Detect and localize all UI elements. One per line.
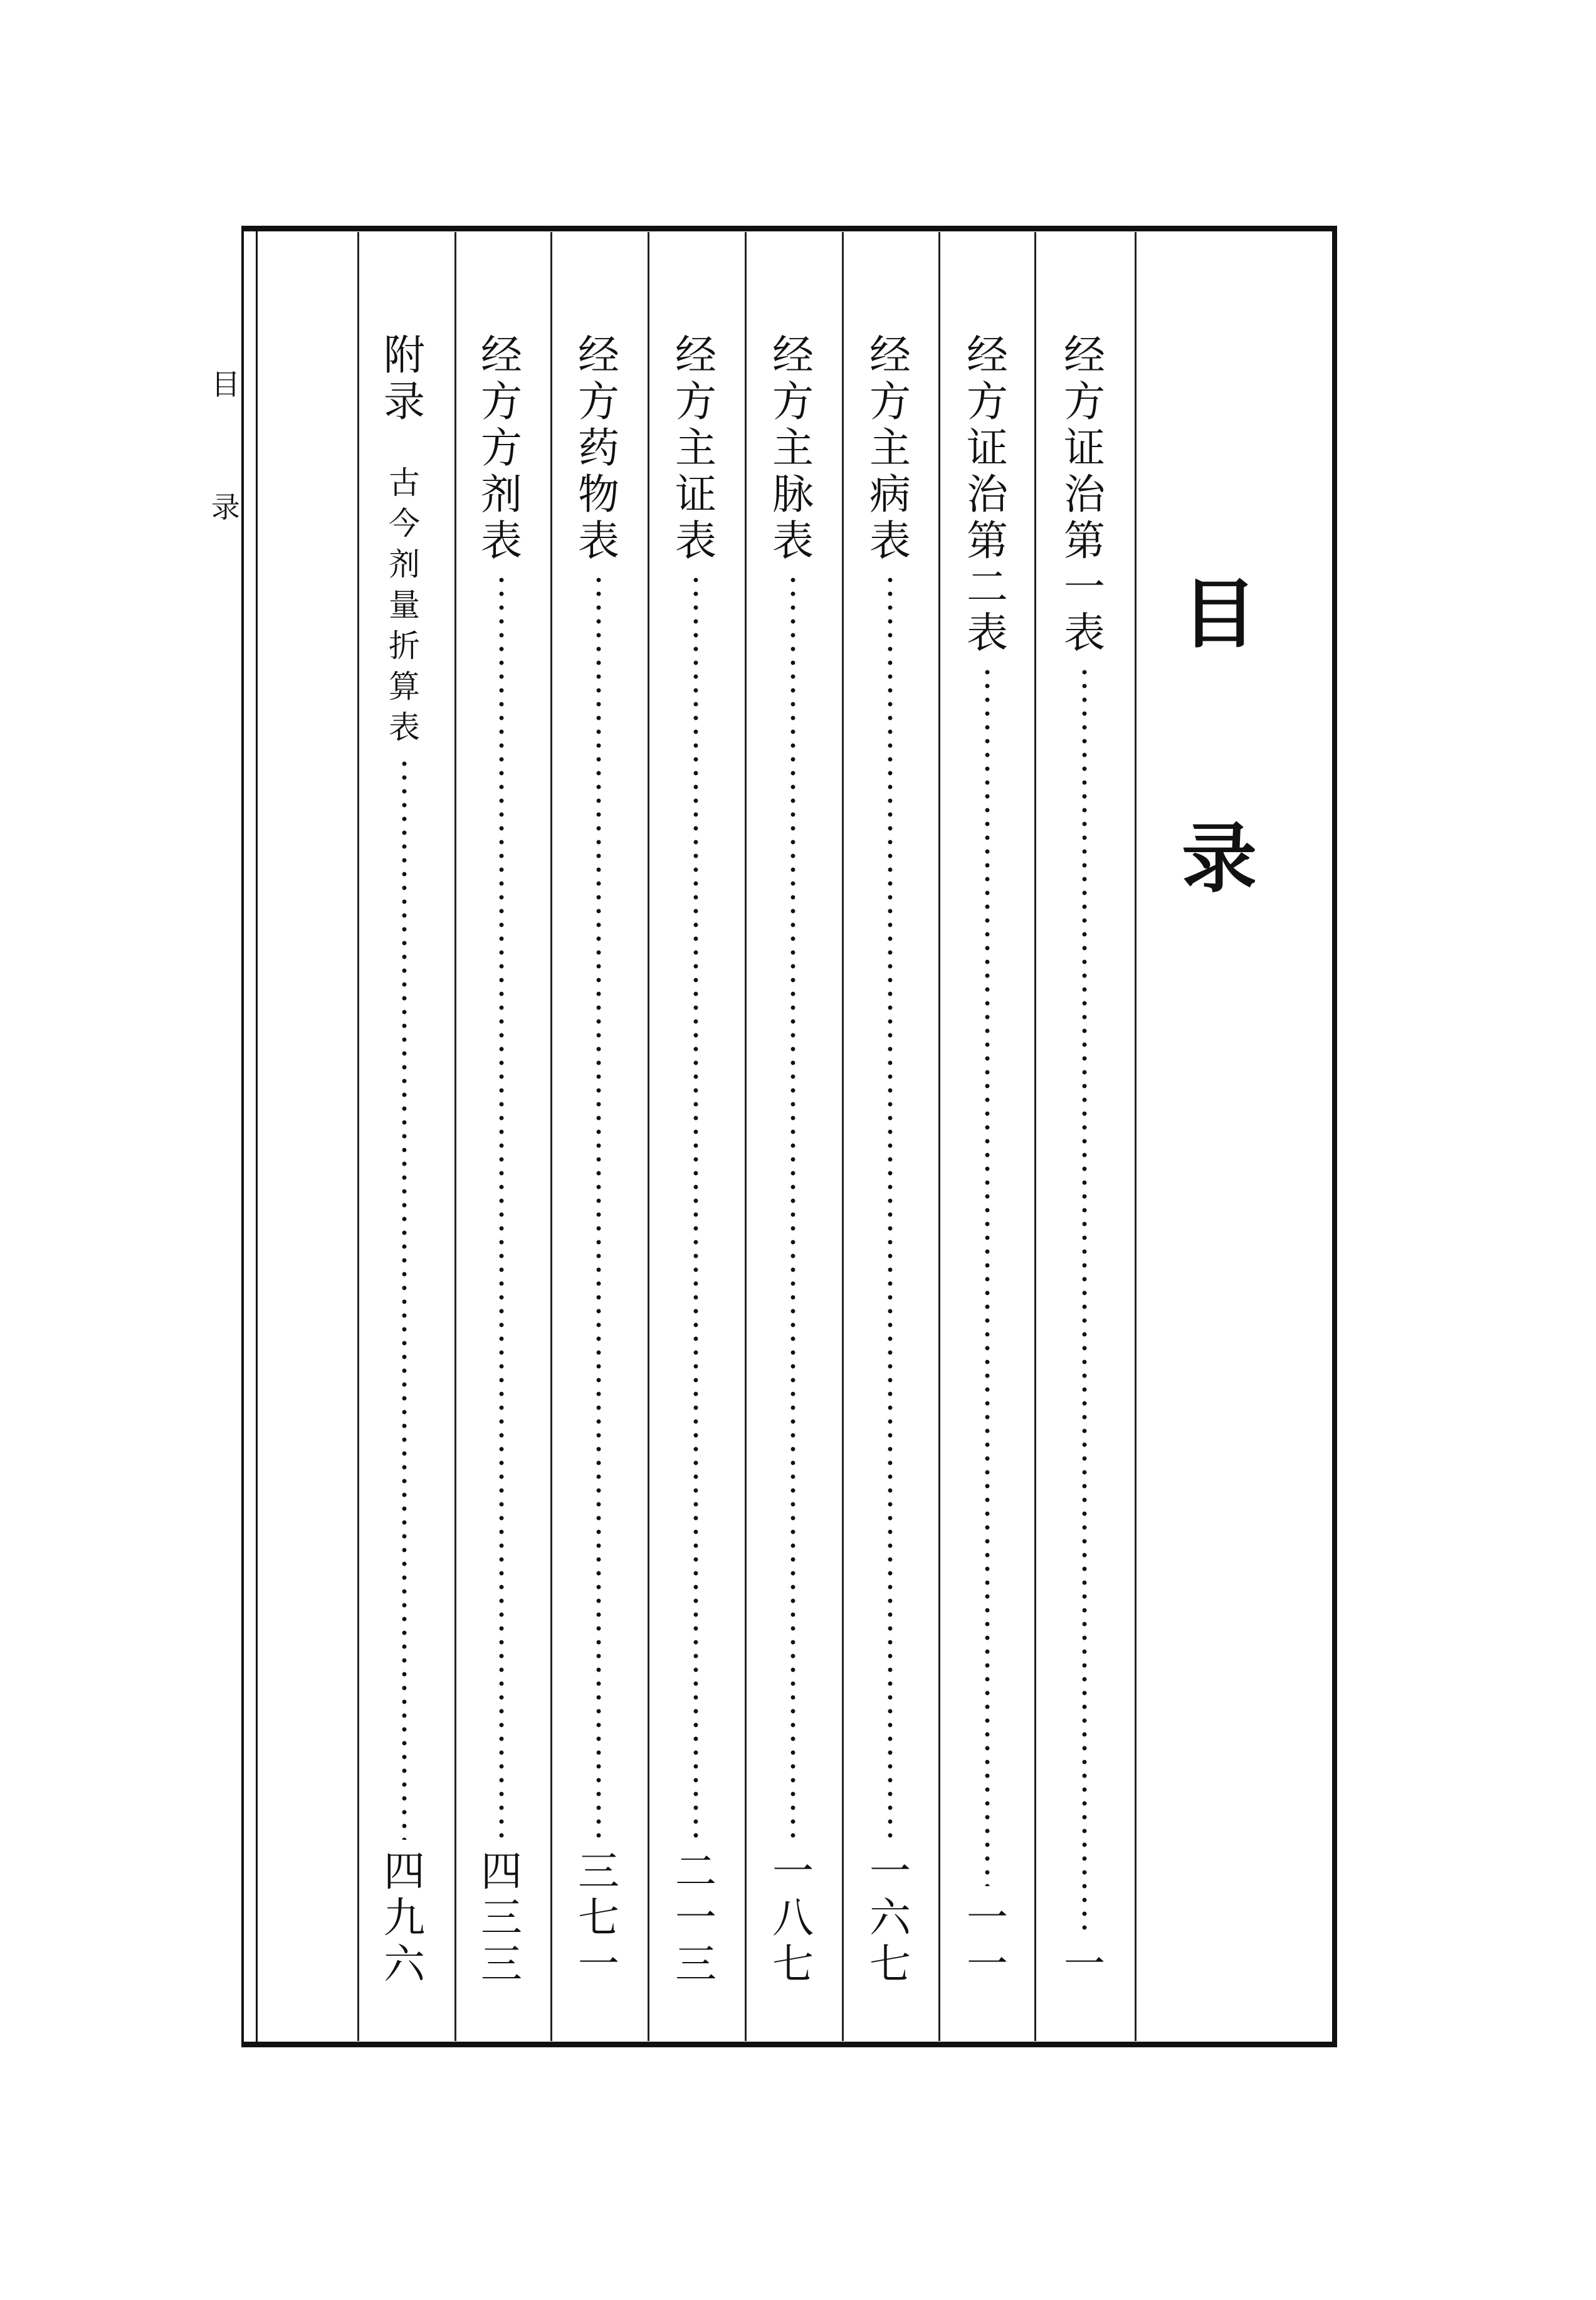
toc-entry-title: [675, 332, 717, 564]
toc-entry-title: [578, 332, 619, 564]
toc-entry-page: [675, 1849, 717, 1988]
vertical-char: 治: [1064, 470, 1105, 519]
vertical-char: 表: [675, 516, 717, 565]
vertical-char: 表: [578, 516, 619, 565]
vertical-char: 附: [384, 331, 425, 379]
vertical-char: 主: [675, 423, 717, 472]
toc-entry-page: [772, 1849, 814, 1988]
vertical-char: 方: [772, 377, 814, 426]
column-rule: [1034, 232, 1036, 2041]
dot-leader: [693, 573, 699, 1840]
vertical-char: 经: [578, 331, 619, 379]
vertical-char: 主: [772, 423, 814, 472]
column-rule: [938, 232, 940, 2041]
vertical-char: 证: [1064, 423, 1105, 472]
vertical-char: 二: [967, 562, 1008, 611]
toc-entry-page: [869, 1849, 911, 1988]
column-rule: [357, 232, 359, 2041]
vertical-char: 剂: [389, 546, 420, 583]
vertical-char: 经: [1064, 331, 1105, 379]
vertical-char: 剂: [481, 470, 522, 519]
toc-entry-title: [967, 332, 1008, 657]
vertical-char: 九: [384, 1894, 425, 1943]
vertical-char: 方: [1064, 377, 1105, 426]
page-title: [1179, 570, 1260, 903]
vertical-char: 录: [211, 490, 240, 524]
vertical-char: 经: [967, 331, 1008, 379]
dot-leader: [401, 757, 407, 1840]
vertical-char: 方: [481, 423, 522, 472]
toc-entry: [765, 332, 821, 1988]
vertical-char: 病: [869, 470, 911, 519]
toc-entry-page: [967, 1895, 1008, 1988]
vertical-char: 表: [772, 516, 814, 565]
vertical-char: 目: [211, 367, 240, 401]
vertical-char: 二: [675, 1847, 717, 1896]
running-header: [207, 367, 244, 524]
toc-entry: [959, 332, 1016, 1988]
vertical-char: 古: [389, 464, 420, 501]
vertical-char: 录: [1182, 815, 1257, 903]
vertical-char: 脉: [772, 470, 814, 519]
vertical-char: 药: [578, 423, 619, 472]
vertical-char: 四: [481, 1847, 522, 1896]
frame-inner-left-rule: [256, 231, 258, 2042]
vertical-char: 经: [772, 331, 814, 379]
vertical-char: 方: [578, 377, 619, 426]
vertical-char: 三: [675, 1940, 717, 1989]
vertical-char: 折: [389, 627, 420, 664]
vertical-char: 一: [772, 1847, 814, 1896]
toc-entry-page: [481, 1849, 522, 1988]
toc-entry: [862, 332, 918, 1988]
toc-entry: [570, 332, 627, 1988]
vertical-char: 七: [869, 1940, 911, 1989]
toc-entry: [668, 332, 724, 1988]
vertical-char: 今: [389, 505, 420, 542]
vertical-char: 目: [1182, 570, 1257, 658]
vertical-char: 表: [389, 709, 420, 746]
vertical-char: 六: [384, 1940, 425, 1989]
vertical-char: 表: [481, 516, 522, 565]
vertical-char: 一: [675, 1894, 717, 1943]
vertical-char: 表: [869, 516, 911, 565]
vertical-char: 量: [389, 586, 420, 623]
toc-entry-title: [481, 332, 522, 564]
vertical-char: 录: [384, 377, 425, 426]
vertical-char: 三: [578, 1847, 619, 1896]
vertical-char: 六: [869, 1894, 911, 1943]
vertical-char: 一: [1064, 562, 1105, 611]
column-rule: [454, 232, 456, 2041]
dot-leader: [1081, 665, 1088, 1933]
toc-entry-title: [1064, 332, 1105, 657]
vertical-char: 八: [772, 1894, 814, 1943]
vertical-char: 经: [675, 331, 717, 379]
vertical-char: 主: [869, 423, 911, 472]
toc-entry: [473, 332, 530, 1988]
vertical-char: 三: [481, 1894, 522, 1943]
column-rule: [550, 232, 552, 2041]
toc-entry: [376, 332, 433, 1988]
dot-leader: [984, 665, 990, 1886]
column-rule: [842, 232, 844, 2041]
column-rule: [1135, 232, 1137, 2041]
vertical-char: 方: [967, 377, 1008, 426]
vertical-char: 第: [967, 516, 1008, 565]
vertical-char: 一: [869, 1847, 911, 1896]
toc-entry-subtitle: [389, 463, 420, 748]
vertical-char: 方: [481, 377, 522, 426]
vertical-char: 一: [967, 1894, 1008, 1943]
toc-entry-title: [384, 332, 425, 425]
dot-leader: [790, 573, 796, 1840]
column-rule: [745, 232, 747, 2041]
vertical-char: 表: [1064, 609, 1105, 658]
vertical-char: 治: [967, 470, 1008, 519]
vertical-char: 一: [1064, 1940, 1105, 1989]
vertical-char: 方: [869, 377, 911, 426]
dot-leader: [887, 573, 893, 1840]
toc-entry-title: [772, 332, 814, 564]
toc-entry-page: [384, 1849, 425, 1988]
vertical-char: 七: [578, 1894, 619, 1943]
vertical-char: 一: [578, 1940, 619, 1989]
vertical-char: 三: [481, 1940, 522, 1989]
toc-entry-title: [869, 332, 911, 564]
toc-entry-page: [1064, 1941, 1105, 1988]
column-rule: [648, 232, 649, 2041]
vertical-char: 表: [967, 609, 1008, 658]
toc-entry: [1056, 332, 1113, 1988]
vertical-char: 经: [869, 331, 911, 379]
vertical-char: 证: [967, 423, 1008, 472]
vertical-char: 四: [384, 1847, 425, 1896]
vertical-char: 算: [389, 668, 420, 705]
dot-leader: [596, 573, 602, 1840]
vertical-char: 七: [772, 1940, 814, 1989]
toc-entry-page: [578, 1849, 619, 1988]
vertical-char: 第: [1064, 516, 1105, 565]
vertical-char: 一: [967, 1940, 1008, 1989]
vertical-char: 方: [675, 377, 717, 426]
dot-leader: [498, 573, 505, 1840]
vertical-char: 经: [481, 331, 522, 379]
vertical-char: 证: [675, 470, 717, 519]
vertical-char: 物: [578, 470, 619, 519]
